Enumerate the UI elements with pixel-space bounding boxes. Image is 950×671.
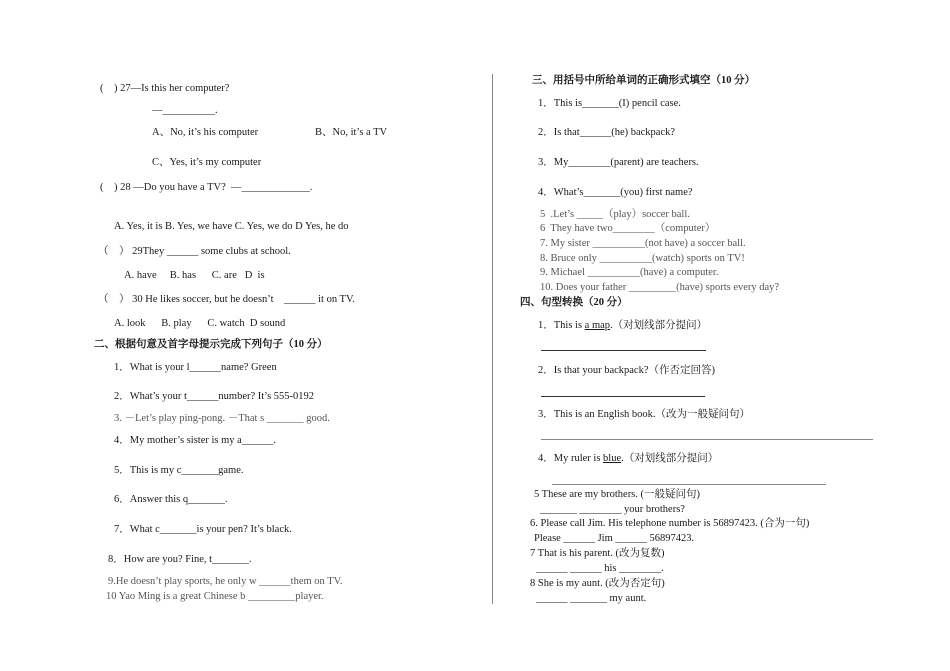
item-1-instruction: .（对划线部分提问）: [610, 320, 708, 331]
section-2-item-1: 1．What is your l______name? Green: [114, 362, 277, 373]
section-4-item-3: 3．This is an English book.（改为一般疑问句）: [538, 409, 751, 420]
section-2-item-9: 9.He doesn’t play sports, he only w ______them on TV.: [108, 576, 343, 587]
section-4-item-8: 8 She is my aunt. (改为否定句): [530, 578, 665, 589]
column-divider: [492, 74, 493, 604]
question-29-options: A. have B. has C. are D is: [124, 270, 265, 281]
section-3-item-8: 8. Bruce only __________(watch) sports on TV!: [540, 253, 745, 264]
question-30: （ ） 30 He likes soccer, but he doesn’t ______ it on TV.: [98, 294, 355, 305]
question-27-answer-blank: —__________.: [152, 105, 218, 116]
section-4-heading: 四、句型转换（20 分）: [520, 297, 628, 308]
section-2-item-6: 6．Answer this q_______.: [114, 494, 228, 505]
item-4-instruction: .（对划线部分提问）: [621, 453, 719, 464]
section-4-item-4: [538, 452, 718, 465]
answer-line-3: [541, 439, 873, 440]
section-2-item-3: 3. －Let’s play ping-pong. －That s _______ good.: [114, 413, 330, 424]
section-3-item-5: 5 .Let’s _____（play）soccer ball.: [540, 209, 690, 220]
question-27: ( ) 27—Is this her computer?: [100, 83, 230, 94]
section-4-item-5: 5 These are my brothers. (一般疑问句): [534, 489, 701, 500]
section-4-item-5-answer: _______ ________ your brothers?: [540, 504, 685, 515]
section-2-item-8: 8．How are you? Fine, t_______.: [108, 554, 252, 565]
answer-line-4: [552, 484, 826, 485]
answer-line-1: [541, 350, 706, 351]
section-3-item-3: 3．My________(parent) are teachers.: [538, 157, 699, 168]
section-3-heading: 三、用括号中所给单词的正确形式填空（10 分）: [532, 75, 756, 86]
section-4-item-8-answer: ______ _______ my aunt.: [536, 593, 647, 604]
section-2-item-4: 4．My mother’s sister is my a______.: [114, 435, 276, 446]
item-1-text-start: 1．This is: [538, 320, 585, 331]
section-3-item-1: 1．This is_______(I) pencil case.: [538, 98, 681, 109]
section-4-item-7: 7 That is his parent. (改为复数): [530, 548, 665, 559]
section-3-item-10: 10. Does your father _________(have) sports every day?: [540, 282, 780, 293]
section-2-item-10: 10 Yao Ming is a great Chinese b _________player.: [106, 591, 324, 602]
question-30-options: A. look B. play C. watch D sound: [114, 318, 286, 329]
item-4-underlined-word: blue: [603, 453, 622, 464]
question-28-options: A. Yes, it is B. Yes, we have C. Yes, we do D Yes, he do: [114, 221, 349, 232]
question-27-option-a: A、No, it’s his computer: [152, 127, 259, 138]
section-2-heading: 二、根据句意及首字母提示完成下列句子（10 分）: [94, 339, 328, 350]
section-4-item-6: 6. Please call Jim. His telephone number is 56897423. (合为一句): [530, 518, 810, 529]
answer-line-2: [541, 396, 705, 397]
section-3-item-2: 2．Is that______(he) backpack?: [538, 127, 676, 138]
section-4-item-2: 2．Is that your backpack?（作否定回答): [538, 365, 715, 376]
question-28: ( ) 28 —Do you have a TV? —_____________.: [100, 182, 313, 193]
section-4-item-7-answer: ______ ______ his ________.: [536, 563, 664, 574]
question-27-option-b: B、No, it’s a TV: [315, 127, 388, 138]
section-4-item-6-answer: Please ______ Jim ______ 56897423.: [534, 533, 695, 544]
section-2-item-2: 2．What’s your t______number? It’s 555-0192: [114, 391, 315, 402]
section-3-item-6: 6 They have two________（computer）: [540, 223, 716, 234]
question-29: （ ） 29They ______ some clubs at school.: [98, 246, 291, 257]
item-4-text-start: 4．My ruler is: [538, 453, 604, 464]
section-2-item-7: 7．What c_______is your pen? It’s black.: [114, 524, 292, 535]
section-3-item-4: 4．What’s_______(you) first name?: [538, 187, 693, 198]
section-2-item-5: 5．This is my c_______game.: [114, 465, 244, 476]
item-1-underlined-phrase: a map: [584, 320, 611, 331]
section-4-item-1: [538, 319, 707, 332]
section-3-item-9: 9. Michael __________(have) a computer.: [540, 267, 719, 278]
section-3-item-7: 7. My sister __________(not have) a soccer ball.: [540, 238, 746, 249]
question-27-option-c: C、Yes, it’s my computer: [152, 157, 262, 168]
